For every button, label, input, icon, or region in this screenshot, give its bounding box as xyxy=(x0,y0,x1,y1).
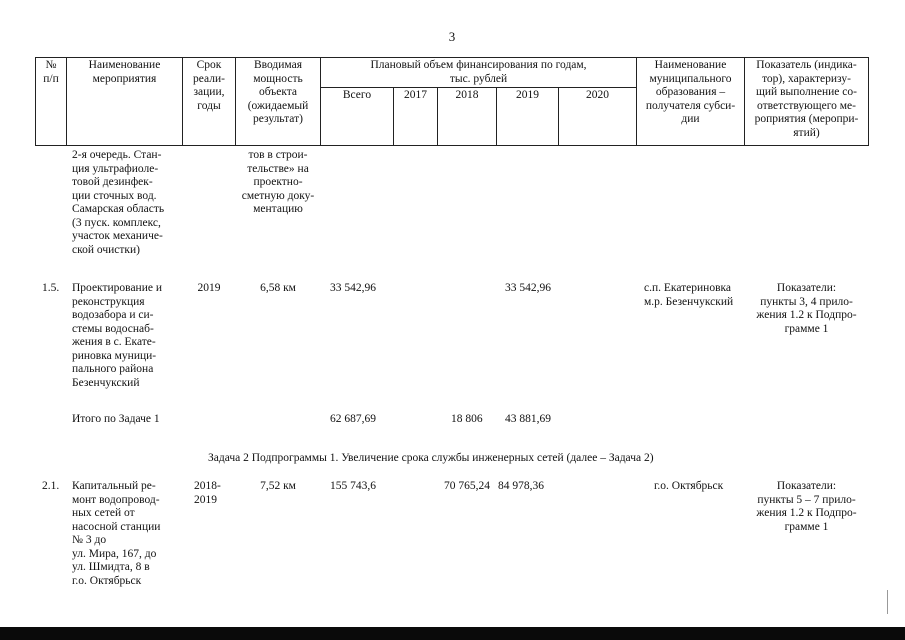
row-num: 2.1. xyxy=(42,480,60,492)
financing-sub-rule xyxy=(320,87,636,88)
row-capacity: тов в строи- тельстве» на проектно- сметную доку- ментацию xyxy=(241,149,315,215)
header-name: Наименование мероприятия xyxy=(88,59,161,85)
row-indicator: Показатели: пункты 5 – 7 прило- жения 1.2 к Подпро- грамме 1 xyxy=(756,480,857,533)
header-municipality: Наименование муниципального образования – получателя субси- дии xyxy=(645,59,736,125)
total-sum: 62 687,69 xyxy=(330,413,376,425)
row-municipality: г.о. Октябрьск xyxy=(654,480,724,492)
row-name: 2-я очередь. Стан- ция ультрафиоле- товой дезинфек- ции сточных вод. Самарская область (3 пуск. комплекс, участок механиче- ской очистки) xyxy=(72,149,165,256)
page-number: 3 xyxy=(448,29,456,44)
total-label: Итого по Задаче 1 xyxy=(72,413,160,425)
header-financing: Плановый объем финансирования по годам, тыс. рублей xyxy=(370,59,587,85)
header-total: Всего xyxy=(342,89,372,101)
row-total: 155 743,6 xyxy=(330,480,376,492)
header-capacity: Вводимая мощность объекта (ожидаемый результат) xyxy=(247,59,309,125)
row-term: 2018- 2019 xyxy=(194,480,221,506)
scan-bottom-bar xyxy=(0,627,905,640)
col-border xyxy=(868,57,869,146)
row-num: 1.5. xyxy=(42,282,60,294)
row-indicator: Показатели: пункты 3, 4 прило- жения 1.2 к Подпро- грамме 1 xyxy=(756,282,857,335)
header-2017: 2017 xyxy=(404,89,427,101)
scan-mark xyxy=(887,590,888,614)
row-name: Капитальный ре- монт водопровод- ных сетей от насосной станции № 3 до ул. Мира, 167, до ул. Шмидта, 8 в г.о. Октябрьск xyxy=(72,480,161,587)
total-2019: 43 881,69 xyxy=(505,413,551,425)
row-term: 2019 xyxy=(197,282,221,294)
row-2019: 84 978,36 xyxy=(498,480,544,492)
row-total: 33 542,96 xyxy=(330,282,376,294)
task2-title: Задача 2 Подпрограммы 1. Увеличение срока службы инженерных сетей (далее – Задача 2) xyxy=(208,452,654,464)
row-municipality: с.п. Екатериновка м.р. Безенчукский xyxy=(644,282,734,308)
header-num: № п/п xyxy=(43,59,59,85)
row-capacity: 6,58 км xyxy=(260,282,296,294)
header-2020: 2020 xyxy=(586,89,609,101)
header-indicator: Показатель (индика- тор), характеризу- щий выполнение со- ответствующего ме- роприятия (меропри- ятий) xyxy=(754,59,859,139)
row-2018: 70 765,24 xyxy=(444,480,490,492)
header-term: Срок реали- зации, годы xyxy=(193,59,225,112)
row-2019: 33 542,96 xyxy=(505,282,551,294)
header-2019: 2019 xyxy=(516,89,539,101)
total-2018: 18 806 xyxy=(451,413,483,425)
row-capacity: 7,52 км xyxy=(260,480,296,492)
row-name: Проектирование и реконструкция водозабора и си- стемы водоснаб- жения в с. Екате- риновка муници- пального района Безенчукский xyxy=(72,282,162,389)
header-2018: 2018 xyxy=(455,89,479,101)
